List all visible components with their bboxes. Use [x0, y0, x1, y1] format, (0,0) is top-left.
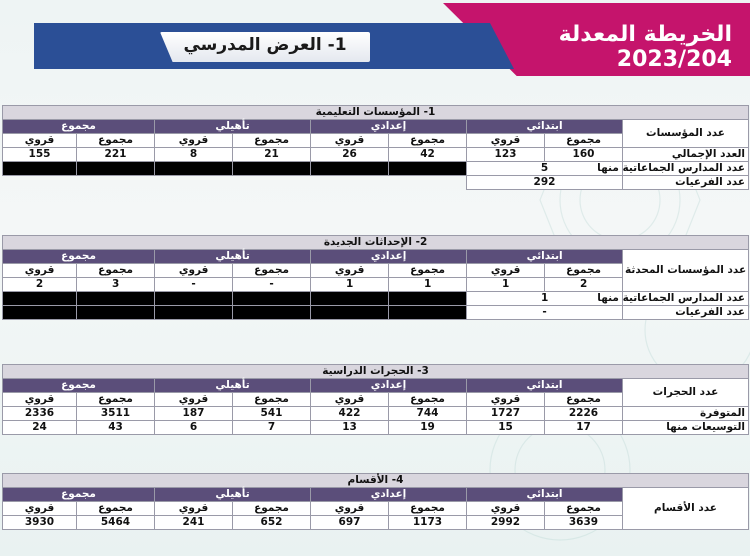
blank-cell — [389, 162, 467, 176]
table-institutions — [2, 105, 749, 190]
sub-header: مجموع — [545, 502, 623, 516]
sub-header: قروي — [311, 134, 389, 148]
sub-header: مجموع — [545, 134, 623, 148]
sub-header: قروي — [3, 264, 77, 278]
table-cell: 221 — [77, 148, 155, 162]
sub-header: مجموع — [233, 264, 311, 278]
table-sections — [2, 473, 749, 530]
level-header: مجموع — [3, 250, 155, 264]
sub-header: مجموع — [77, 264, 155, 278]
table-cell: 42 — [389, 148, 467, 162]
table-cell: 3 — [77, 278, 155, 292]
sub-header: مجموع — [77, 134, 155, 148]
table-cell: 3511 — [77, 407, 155, 421]
table-cell: 1 — [467, 278, 545, 292]
table-cell: 3639 — [545, 516, 623, 530]
table-caption: 3- الحجرات الدراسية — [3, 365, 749, 379]
table-cell: 5464 — [77, 516, 155, 530]
sub-header: مجموع — [389, 393, 467, 407]
sub-header: قروي — [467, 264, 545, 278]
table-cell: 160 — [545, 148, 623, 162]
blank-cell — [77, 292, 155, 306]
table-cell: 292 — [467, 176, 623, 190]
blank-cell — [389, 292, 467, 306]
sub-header: مجموع — [545, 264, 623, 278]
table-classrooms — [2, 364, 749, 435]
blank-cell — [233, 292, 311, 306]
sub-header: مجموع — [545, 393, 623, 407]
sub-header: مجموع — [389, 264, 467, 278]
table-cell: 6 — [155, 421, 233, 435]
sub-header: مجموع — [389, 134, 467, 148]
table-cell: 26 — [311, 148, 389, 162]
table-cell: 155 — [3, 148, 77, 162]
level-header: إعدادي — [311, 250, 467, 264]
table-cell: 744 — [389, 407, 467, 421]
table-cell: 5 — [467, 162, 623, 176]
sub-header: قروي — [3, 134, 77, 148]
table-cell: 697 — [311, 516, 389, 530]
sub-header: قروي — [467, 134, 545, 148]
level-header: ابتدائي — [467, 379, 623, 393]
table-cell: 1 — [389, 278, 467, 292]
row-label: التوسيعات منها — [623, 421, 749, 435]
table-cell: - — [233, 278, 311, 292]
table-cell: 17 — [545, 421, 623, 435]
level-header: تأهيلي — [155, 488, 311, 502]
sub-header: مجموع — [389, 502, 467, 516]
blank-cell — [311, 306, 389, 320]
table-cell: 3930 — [3, 516, 77, 530]
row-label: عدد الفرعيات — [623, 306, 749, 320]
sub-header: مجموع — [233, 502, 311, 516]
blank-cell — [77, 306, 155, 320]
blank-cell — [3, 292, 77, 306]
table-cell: 187 — [155, 407, 233, 421]
row-label: المتوفرة — [623, 407, 749, 421]
level-header: مجموع — [3, 379, 155, 393]
table-cell: 2 — [545, 278, 623, 292]
table-corner-label: عدد المؤسسات — [623, 120, 749, 148]
level-header: مجموع — [3, 488, 155, 502]
table-cell: 2226 — [545, 407, 623, 421]
table-cell: 1173 — [389, 516, 467, 530]
level-header: مجموع — [3, 120, 155, 134]
blank-cell — [389, 306, 467, 320]
table-cell: 1 — [311, 278, 389, 292]
blank-cell — [3, 306, 77, 320]
sub-header: قروي — [155, 134, 233, 148]
table-cell: 2 — [3, 278, 77, 292]
blank-cell — [77, 162, 155, 176]
table-cell: 13 — [311, 421, 389, 435]
sub-header: قروي — [311, 393, 389, 407]
sub-header: قروي — [467, 502, 545, 516]
level-header: ابتدائي — [467, 250, 623, 264]
table-caption: 2- الإحداثات الجديدة — [3, 236, 749, 250]
table-corner-label: عدد المؤسسات المحدثة — [623, 250, 749, 292]
level-header: ابتدائي — [467, 120, 623, 134]
table-cell: 8 — [155, 148, 233, 162]
blank-cell — [155, 162, 233, 176]
sub-header: قروي — [3, 393, 77, 407]
table-cell: 241 — [155, 516, 233, 530]
table-caption: 1- المؤسسات التعليمية — [3, 106, 749, 120]
row-label: عدد المدارس الجماعاتية منها — [623, 292, 749, 306]
sub-header: مجموع — [77, 502, 155, 516]
sub-header: مجموع — [233, 134, 311, 148]
table-cell: 21 — [233, 148, 311, 162]
blank-cell — [155, 292, 233, 306]
level-header: إعدادي — [311, 120, 467, 134]
table-cell: 15 — [467, 421, 545, 435]
table-cell: 7 — [233, 421, 311, 435]
table-cell: 19 — [389, 421, 467, 435]
sub-header: قروي — [155, 393, 233, 407]
table-cell: - — [467, 306, 623, 320]
map-title: الخريطة المعدلة 2023/204 — [558, 22, 732, 72]
sub-header: قروي — [311, 502, 389, 516]
level-header: تأهيلي — [155, 120, 311, 134]
blank-cell — [155, 306, 233, 320]
blank-cell — [233, 306, 311, 320]
sub-header: قروي — [3, 502, 77, 516]
sub-header: مجموع — [77, 393, 155, 407]
sub-header: قروي — [155, 502, 233, 516]
level-header: إعدادي — [311, 379, 467, 393]
table-cell: 1 — [467, 292, 623, 306]
table-caption: 4- الأقسام — [3, 474, 749, 488]
level-header: ابتدائي — [467, 488, 623, 502]
table-cell: 123 — [467, 148, 545, 162]
sub-header: مجموع — [233, 393, 311, 407]
table-cell: 1727 — [467, 407, 545, 421]
blank-cell — [233, 162, 311, 176]
level-header: إعدادي — [311, 488, 467, 502]
table-cell: 2336 — [3, 407, 77, 421]
sub-header: قروي — [155, 264, 233, 278]
table-cell: 43 — [77, 421, 155, 435]
row-label: العدد الإجمالي — [623, 148, 749, 162]
table-cell: 541 — [233, 407, 311, 421]
table-new-institutions — [2, 235, 749, 320]
blank-cell — [311, 292, 389, 306]
table-corner-label: عدد الحجرات — [623, 379, 749, 407]
table-cell: 2992 — [467, 516, 545, 530]
level-header: تأهيلي — [155, 250, 311, 264]
row-label: عدد المدارس الجماعاتية منها — [623, 162, 749, 176]
table-cell: - — [155, 278, 233, 292]
table-cell: 652 — [233, 516, 311, 530]
table-cell: 422 — [311, 407, 389, 421]
blank-cell — [311, 162, 389, 176]
sub-header: قروي — [467, 393, 545, 407]
level-header: تأهيلي — [155, 379, 311, 393]
row-label: عدد الفرعيات — [623, 176, 749, 190]
section-title: 1- العرض المدرسي — [183, 35, 347, 55]
table-cell: 24 — [3, 421, 77, 435]
blank-cell — [3, 162, 77, 176]
table-corner-label: عدد الأقسام — [623, 488, 749, 530]
sub-header: قروي — [311, 264, 389, 278]
